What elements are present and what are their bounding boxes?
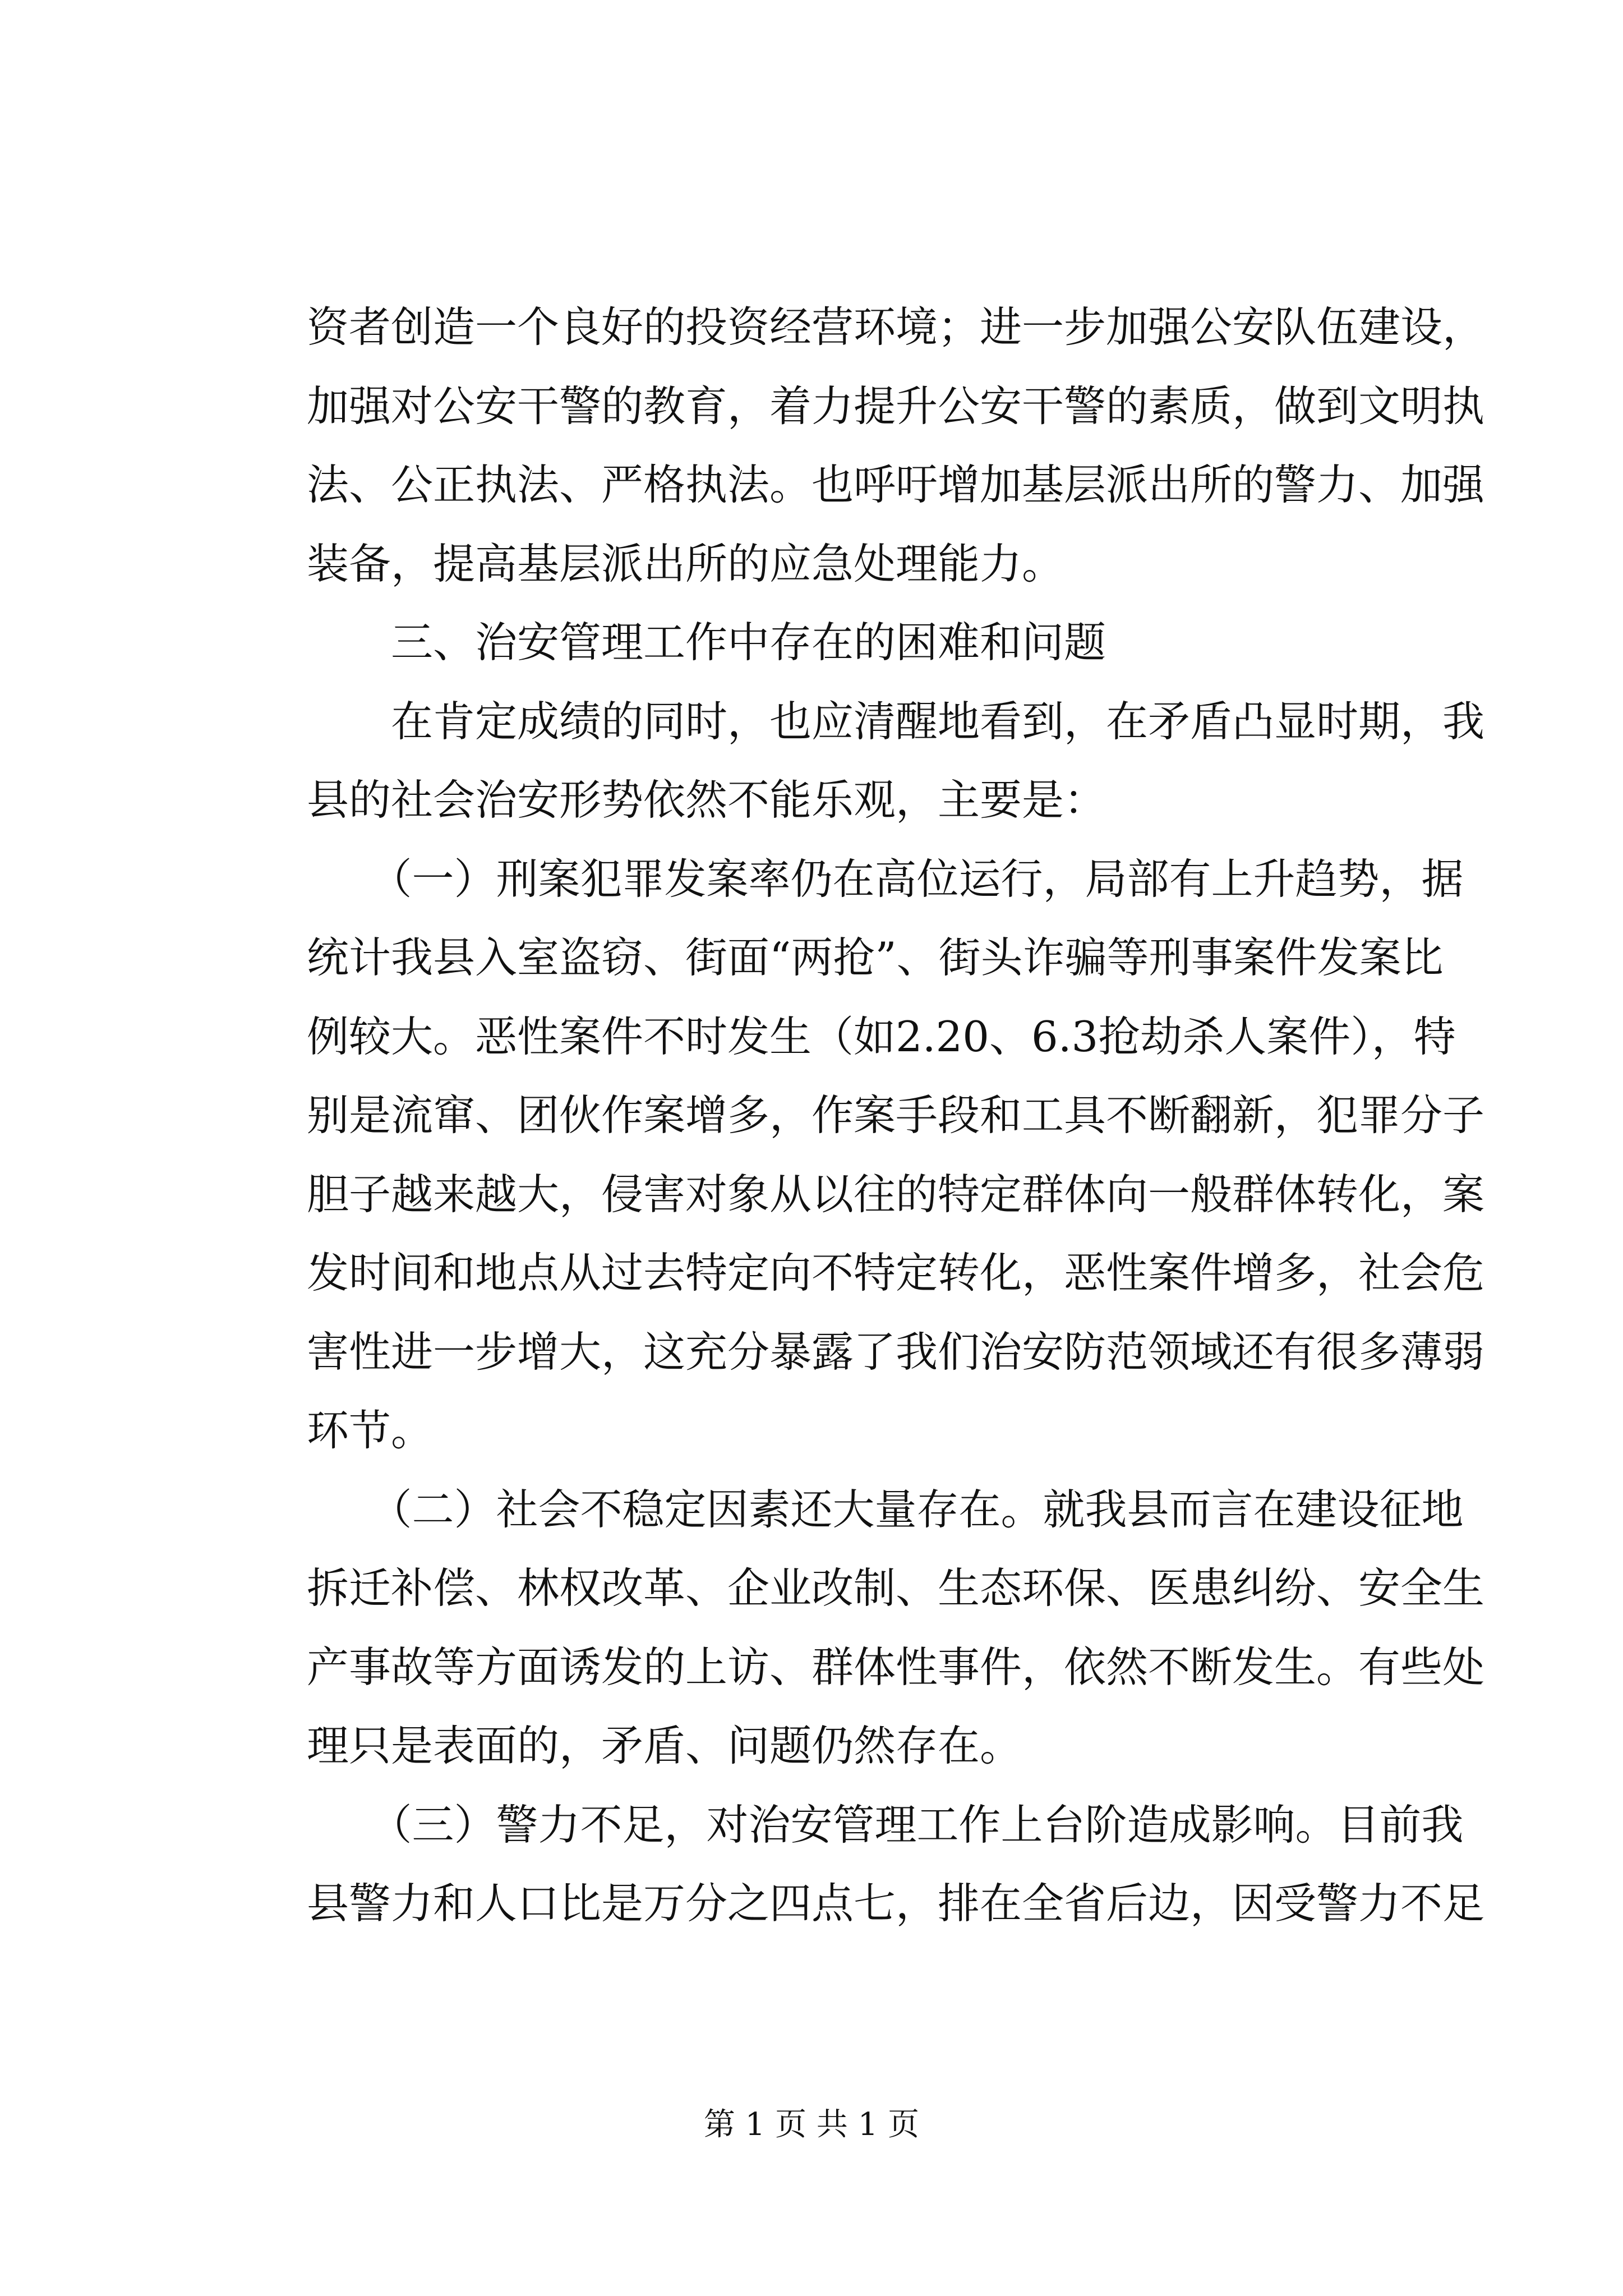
text-line: 装备，提高基层派出所的应急处理能力。 xyxy=(307,539,1064,588)
text-line: （二）社会不稳定因素还大量存在。就我县而言在建设征地 xyxy=(307,1485,1464,1534)
text-line: 理只是表面的，矛盾、问题仍然存在。 xyxy=(307,1721,1022,1770)
text-line: 害性进一步增大，这充分暴露了我们治安防范领域还有很多薄弱 xyxy=(307,1327,1485,1377)
text-line: 县的社会治安形势依然不能乐观，主要是： xyxy=(307,775,1106,825)
text-line: 例较大。恶性案件不时发生（如2.20、6.3抢劫杀人案件），特 xyxy=(307,1012,1456,1061)
text-line: 别是流窜、团伙作案增多，作案手段和工具不断翻新，犯罪分子 xyxy=(307,1091,1485,1140)
text-line: 统计我县入室盗窃、街面“两抢”、街头诈骗等刑事案件发案比 xyxy=(307,933,1444,982)
text-line: 胆子越来越大，侵害对象从以往的特定群体向一般群体转化，案 xyxy=(307,1170,1485,1219)
text-line: 法、公正执法、严格执法。也呼吁增加基层派出所的警力、加强 xyxy=(307,460,1485,509)
text-line: 在肯定成绩的同时，也应清醒地看到，在矛盾凸显时期，我 xyxy=(307,697,1485,746)
text-line: （一）刑案犯罪发案率仍在高位运行，局部有上升趋势，据 xyxy=(307,854,1464,904)
text-line: 产事故等方面诱发的上访、群体性事件，依然不断发生。有些处 xyxy=(307,1642,1485,1692)
text-line: 县警力和人口比是万分之四点七，排在全省后边，因受警力不足 xyxy=(307,1879,1485,1928)
text-line: 资者创造一个良好的投资经营环境；进一步加强公安队伍建设， xyxy=(307,302,1485,352)
text-line: 拆迁补偿、林权改革、企业改制、生态环保、医患纠纷、安全生 xyxy=(307,1563,1485,1613)
section-heading: 三、治安管理工作中存在的困难和问题 xyxy=(307,618,1106,667)
text-line: 加强对公安干警的教育，着力提升公安干警的素质，做到文明执 xyxy=(307,381,1485,431)
page-footer: 第 1 页 共 1 页 xyxy=(703,2106,920,2143)
text-line: 发时间和地点从过去特定向不特定转化，恶性案件增多，社会危 xyxy=(307,1248,1485,1297)
text-line: （三）警力不足，对治安管理工作上台阶造成影响。目前我 xyxy=(307,1800,1464,1849)
text-line: 环节。 xyxy=(307,1406,434,1455)
